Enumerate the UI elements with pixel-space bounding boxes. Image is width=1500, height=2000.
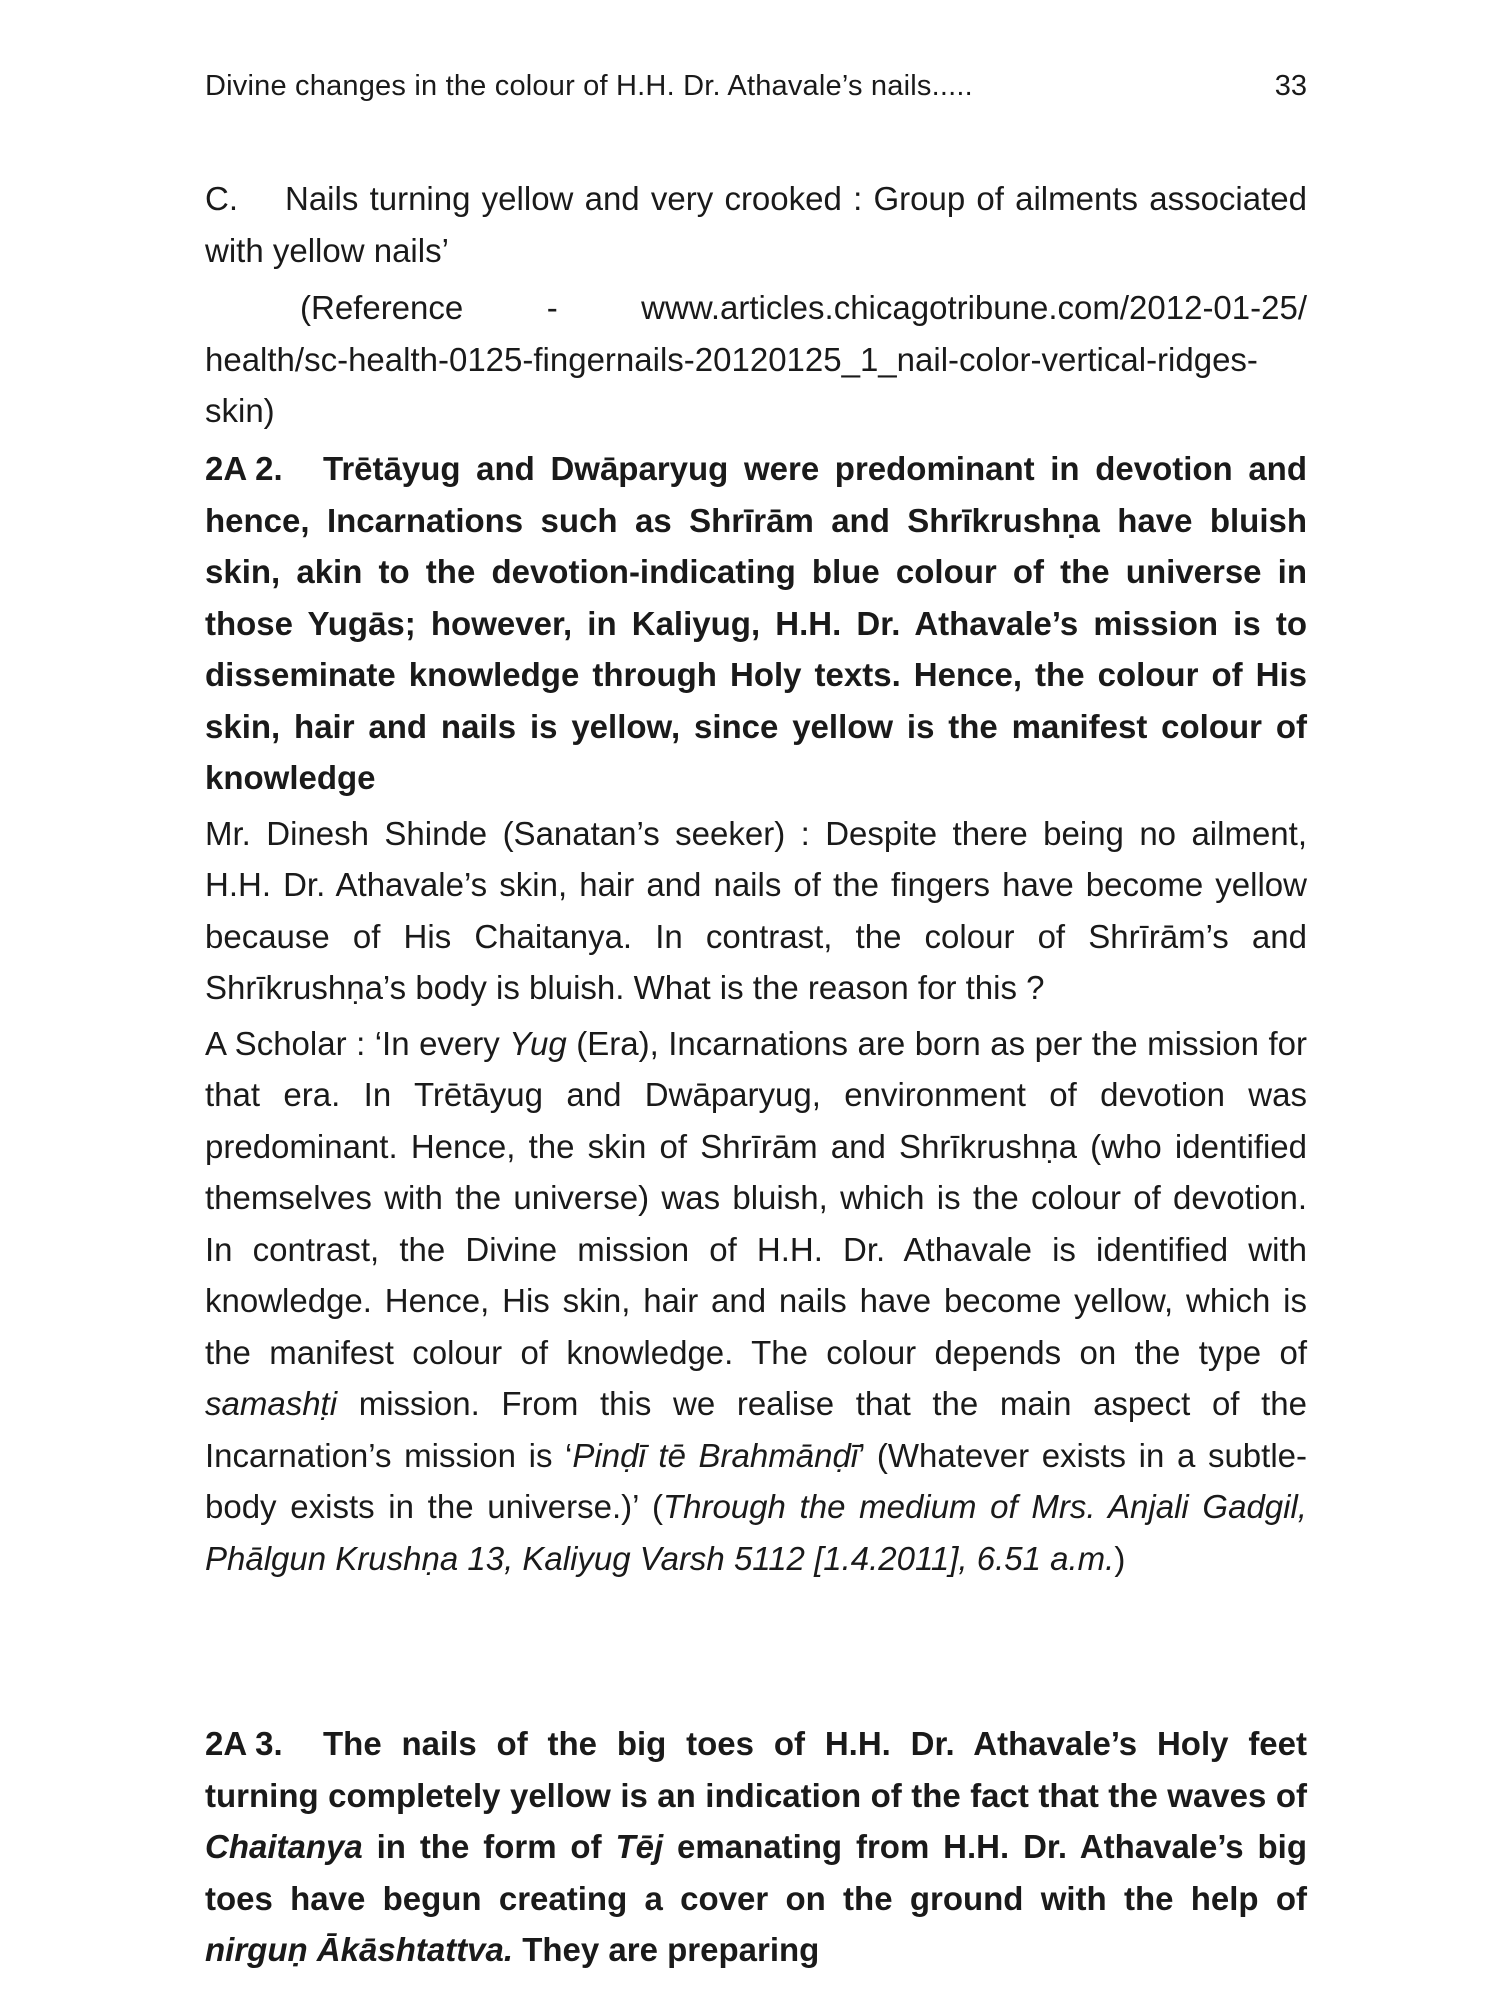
answer-samashti: samashṭi [205, 1385, 338, 1422]
answer-pindi: Pinḍī tē Brahmānḍī [572, 1436, 859, 1474]
section-2a3-text2: in the form of [362, 1828, 616, 1865]
section-2a3-text1: The nails of the big toes of H.H. Dr. Athavale’s Holy feet turning completely yellow is an indication of the fact that the waves of [205, 1725, 1307, 1814]
section-2a3-text4: They are preparing [513, 1931, 820, 1968]
section-c-paragraph [205, 173, 1307, 276]
answer-end: ) [1114, 1539, 1126, 1577]
question-paragraph: Mr. Dinesh Shinde (Sanatan’s seeker) : Despite there being no ailment, H.H. Dr. Athavale’s skin, hair and nails of the fingers have become yellow because of His Chaitanya. In contrast, the colour of Shrīrām’s and Shrīkrushṇa’s body is bluish. What is the reason for this ? [205, 814, 1307, 1006]
page-number: 33 [1274, 70, 1307, 102]
answer-part3: mission. From this we realise that the main aspect of the Incarnation’s mission is ‘ [205, 1385, 1307, 1474]
section-c-text: Nails turning yellow and very crooked : Group of ailments associated with yellow nails’ [205, 180, 1307, 269]
answer-yug: Yug [509, 1024, 567, 1062]
section-2a3-chaitanya: Chaitanya [205, 1828, 363, 1865]
section-2a3-nirgun: nirguṇ Ākāshtattva. [205, 1931, 514, 1968]
section-2a3 [205, 1718, 1307, 1976]
answer-part2: (Era), Incarnations are born as per the mission for that era. In Trētāyug and Dwāparyug, environment of devotion was predominant. Hence, the skin of Shrīrām and Shrīkrushṇa (who identified themselves with the universe) was bluish, which is the colour of devotion. In contrast, the Divine mission of H.H. Dr. Athavale is identified with knowledge. Hence, His skin, hair and nails have become yellow, which is the manifest colour of knowledge. The colour depends on the type of [205, 1024, 1308, 1371]
answer-source: Through the medium of Mrs. Anjali Gadgil, Phālgun Krushṇa 13, Kaliyug Varsh 5112 [1.4.2011], 6.51 a.m. [205, 1488, 1307, 1577]
section-c [205, 173, 1307, 437]
section-2a2-label: 2A 2. [205, 450, 283, 487]
document-page [205, 60, 1308, 1968]
section-2a3-label: 2A 3. [205, 1725, 283, 1762]
section-2a2-heading-text: Trētāyug and Dwāparyug were predominant in devotion and hence, Incarnations such as Shrīrām and Shrīkrushṇa have bluish skin, akin to the devotion-indicating blue colour of the universe in those Yugās; however, in Kaliyug, H.H. Dr. Athavale’s mission is to disseminate knowledge through Holy texts. Hence, the colour of His skin, hair and nails is yellow, since yellow is the manifest colour of knowledge [205, 450, 1307, 796]
header-title: Divine changes in the colour of H.H. Dr. Athavale’s nails..... [205, 70, 973, 102]
section-2a3-tej: Tēj [615, 1828, 664, 1865]
answer-part1: A Scholar : ‘In every [205, 1024, 510, 1062]
section-2a3-heading [205, 1718, 1307, 1976]
answer-part4: ’ (Whatever exists in a subtle-body exists in the universe.)’ ( [205, 1436, 1307, 1525]
reference-paragraph: (Reference - www.articles.chicagotribune.com/2012-01-25/ health/sc-health-0125-fingernails-20120125_1_nail-color-vertical-ridges-skin) [205, 289, 1307, 429]
running-header [205, 60, 1307, 120]
section-2a3-text3: emanating from H.H. Dr. Athavale’s big toes have begun creating a cover on the ground with the help of [205, 1828, 1307, 1917]
section-2a2 [205, 443, 1307, 1584]
section-c-label: C. [205, 180, 238, 217]
section-2a2-heading [205, 443, 1307, 804]
answer-paragraph [205, 1018, 1307, 1585]
